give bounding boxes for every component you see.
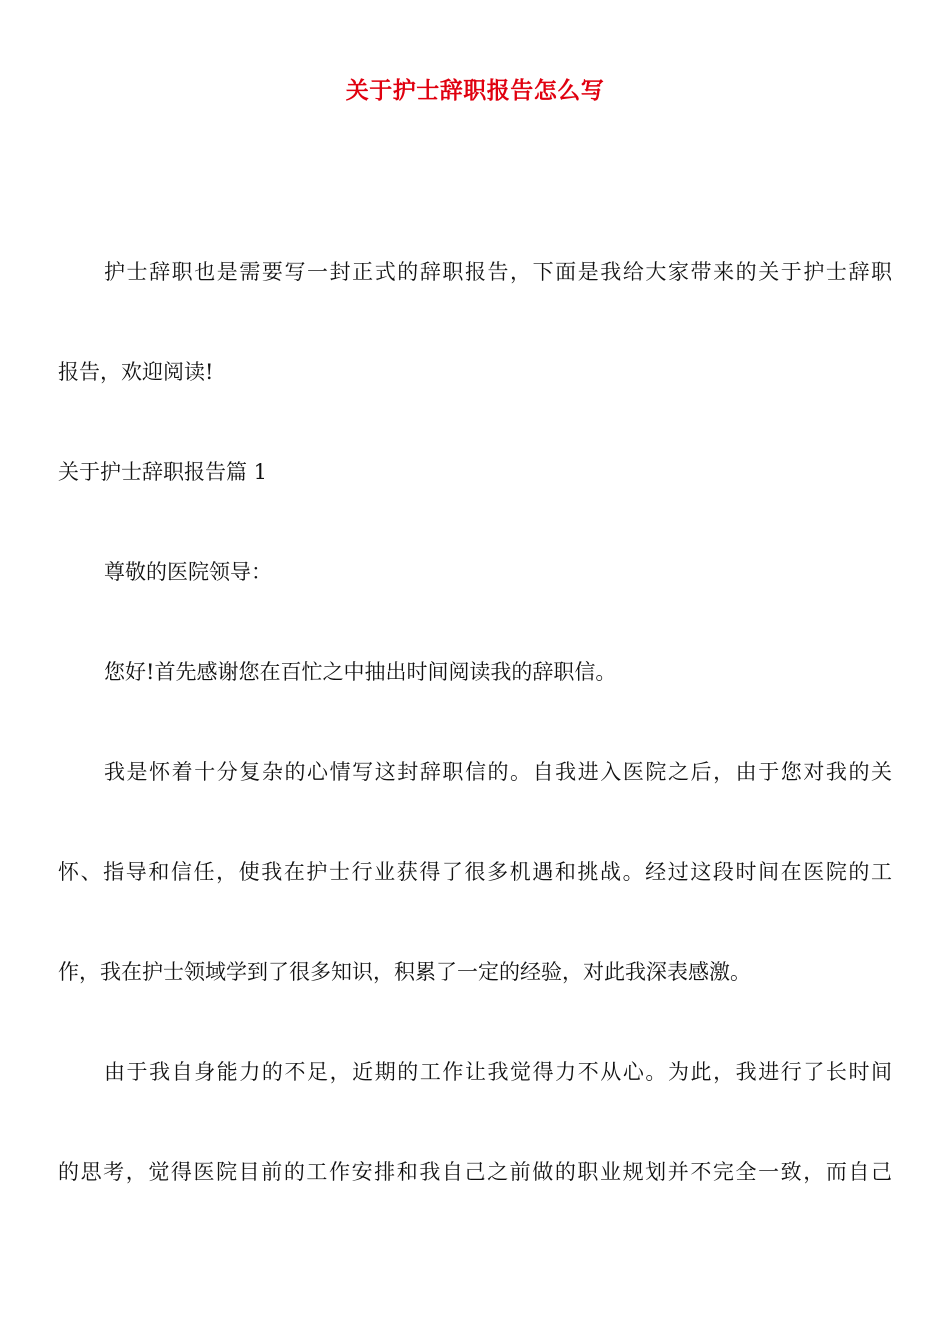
paragraph-line: 护士辞职也是需要写一封正式的辞职报告，下面是我给大家带来的关于护士辞职 bbox=[104, 260, 892, 284]
paragraph-line: 我是怀着十分复杂的心情写这封辞职信的。自我进入医院之后，由于您对我的关 bbox=[104, 760, 892, 784]
paragraph-line: 由于我自身能力的不足，近期的工作让我觉得力不从心。为此，我进行了长时间 bbox=[104, 1060, 892, 1084]
document-title: 关于护士辞职报告怎么写 bbox=[345, 78, 605, 104]
paragraph-line: 报告，欢迎阅读! bbox=[58, 360, 214, 384]
paragraph-line: 您好!首先感谢您在百忙之中抽出时间阅读我的辞职信。 bbox=[104, 660, 617, 684]
salutation: 尊敬的医院领导： bbox=[104, 560, 272, 584]
section-heading: 关于护士辞职报告篇 1 bbox=[58, 460, 268, 484]
paragraph-line: 作，我在护士领域学到了很多知识，积累了一定的经验，对此我深表感激。 bbox=[58, 960, 751, 984]
paragraph-line: 怀、指导和信任，使我在护士行业获得了很多机遇和挑战。经过这段时间在医院的工 bbox=[58, 860, 892, 884]
paragraph-line: 的思考，觉得医院目前的工作安排和我自己之前做的职业规划并不完全一致，而自己 bbox=[58, 1160, 892, 1184]
